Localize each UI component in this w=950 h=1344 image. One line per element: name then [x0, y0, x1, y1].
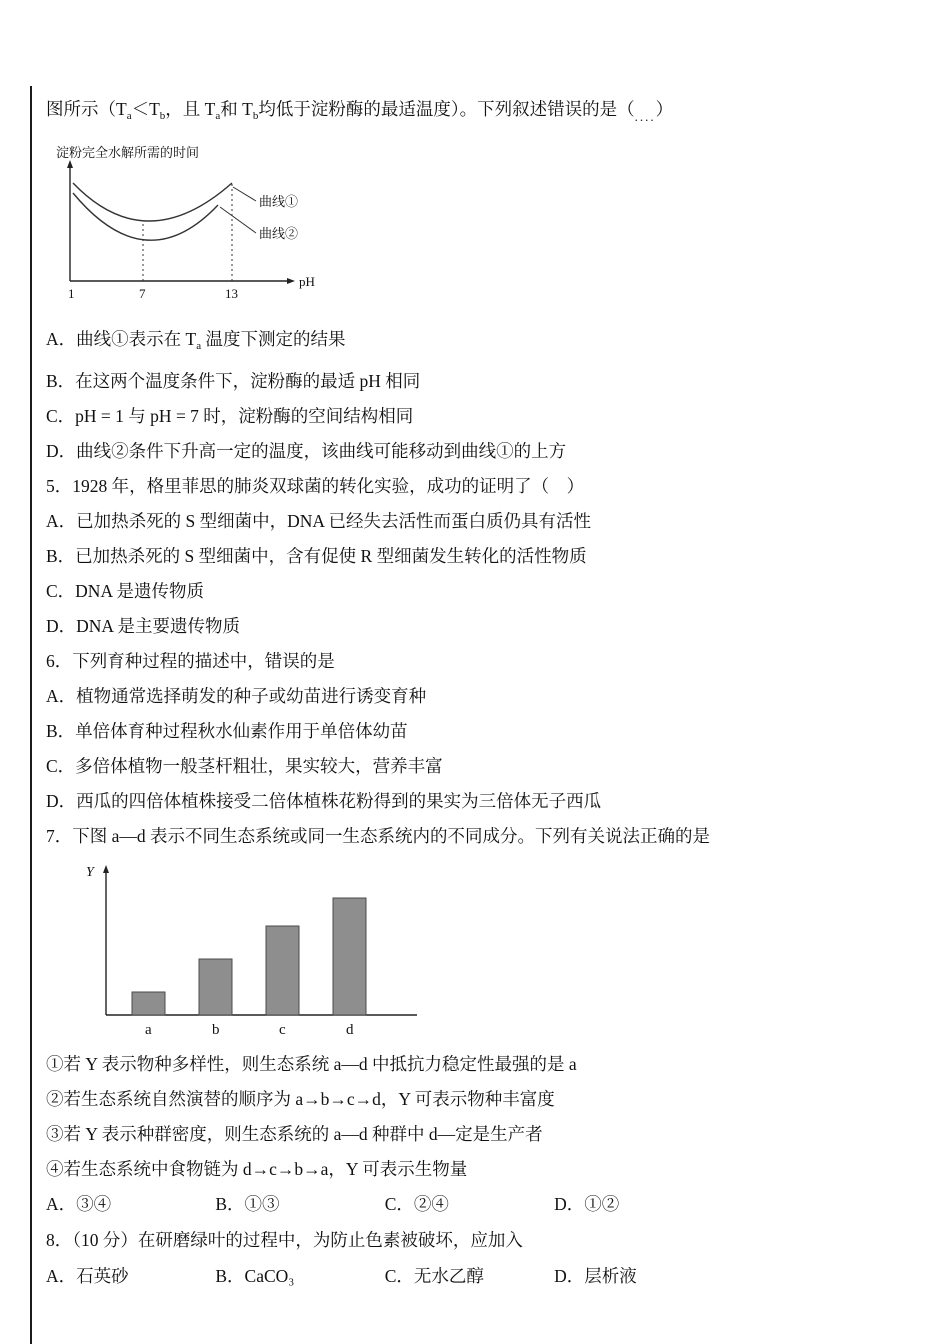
bar-d — [333, 898, 366, 1015]
choice-a: A．石英砂 — [46, 1266, 129, 1286]
option-line-b: B．在这两个温度条件下，淀粉酶的最适 pH 相同 — [46, 371, 421, 391]
choice-c: C．②④ — [384, 1194, 449, 1214]
option-line-a — [46, 322, 916, 364]
option-a-text: 温度下测定的结果 — [201, 329, 346, 349]
statement-1: ①若 Y 表示物种多样性，则生态系统 a—d 中抵抗力稳定性最强的是 a — [46, 1054, 577, 1074]
enzyme-ph-chart-wrap — [46, 141, 916, 314]
statement-3: ③若 Y 表示种群密度，则生态系统的 a—d 种群中 d—定是生产者 — [46, 1124, 543, 1144]
q4-intro-seg: ，且 T — [165, 99, 216, 119]
x-axis-label: pH — [299, 274, 315, 289]
emphasis-dots: .... — [634, 109, 656, 124]
option-line: A．植物通常选择萌发的种子或幼苗进行诱变育种 — [46, 686, 427, 706]
x-tick-1: 1 — [68, 286, 75, 301]
bar-label-c: c — [279, 1022, 286, 1038]
question-6-title: 6．下列育种过程的描述中，错误的是 — [46, 651, 335, 671]
ecosystem-bar-chart — [72, 858, 442, 1040]
q4-sub-a: a — [215, 110, 221, 122]
q4-intro-seg: 均低于淀粉酶的最适温度）。下列叙述错误的是（ — [258, 99, 635, 119]
q4-intro-seg: 和 T — [220, 99, 253, 119]
ecosystem-bar-chart-wrap — [72, 858, 916, 1045]
exam-content — [46, 94, 916, 1294]
curve-1-label: 曲线① — [259, 194, 299, 209]
curve-2-leader — [220, 207, 256, 233]
q4-intro-line — [46, 94, 916, 131]
curve-2 — [73, 193, 218, 240]
option-a-text: A．曲线①表示在 T — [46, 329, 197, 349]
choice-c: C．无水乙醇 — [384, 1266, 484, 1286]
x-tick-13: 13 — [225, 286, 238, 301]
curve-2-label: 曲线② — [259, 226, 299, 241]
enzyme-ph-chart — [46, 141, 376, 309]
bar-a — [132, 992, 165, 1015]
question-7-title: 7．下图 a—d 表示不同生态系统或同一生态系统内的不同成分。下列有关说法正确的是 — [46, 826, 711, 846]
option-a-sub: a — [196, 340, 202, 352]
q4-sub-b: b — [252, 110, 259, 122]
choice-b: B．①③ — [215, 1194, 280, 1214]
choice-a: A．③④ — [46, 1194, 112, 1214]
choice-d: D．层析液 — [554, 1266, 637, 1286]
bar-label-a: a — [145, 1022, 152, 1038]
option-line: D．西瓜的四倍体植株接受二倍体植株花粉得到的果实为三倍体无子西瓜 — [46, 791, 602, 811]
option-line: C．DNA 是遗传物质 — [46, 581, 204, 601]
q4-sub-b: b — [159, 110, 166, 122]
y-axis-label: Y — [86, 865, 94, 880]
q4-sub-a: a — [126, 110, 132, 122]
q8-choices-row — [46, 1258, 916, 1294]
option-line: B．已加热杀死的 S 型细菌中，含有促使 R 型细菌发生转化的活性物质 — [46, 546, 587, 566]
option-line: D．DNA 是主要遗传物质 — [46, 616, 240, 636]
q4-intro-seg: ） — [655, 99, 674, 119]
choice-d: D．①② — [554, 1194, 620, 1214]
option-line-d: D．曲线②条件下升高一定的温度，该曲线可能移动到曲线①的上方 — [46, 441, 567, 461]
bar-label-b: b — [212, 1022, 220, 1038]
q7-choices-row — [46, 1187, 916, 1222]
chart-title: 淀粉完全水解所需的时间 — [56, 145, 200, 160]
option-line-c: C．pH = 1 与 pH = 7 时，淀粉酶的空间结构相同 — [46, 406, 414, 426]
question-8-title: 8．（10 分）在研磨绿叶的过程中，为防止色素被破坏，应加入 — [46, 1230, 523, 1250]
option-line: A．已加热杀死的 S 型细菌中，DNA 已经失去活性而蛋白质仍具有活性 — [46, 511, 591, 531]
bar-label-d: d — [346, 1022, 354, 1038]
statement-2: ②若生态系统自然演替的顺序为 a→b→c→d，Y 可表示物种丰富度 — [46, 1089, 555, 1109]
choice-b: B．CaCO₃ — [215, 1266, 295, 1286]
curve-1-leader — [233, 187, 256, 201]
q4-intro-seg: ＜T — [131, 99, 160, 119]
y-axis-arrow-icon — [67, 160, 73, 168]
bar-b — [199, 959, 232, 1015]
y-axis-arrow-icon — [103, 865, 109, 873]
option-line: C．多倍体植物一般茎杆粗壮，果实较大，营养丰富 — [46, 756, 443, 776]
x-tick-7: 7 — [139, 286, 146, 301]
x-axis-arrow-icon — [287, 278, 295, 284]
page-left-border — [30, 86, 32, 1344]
option-line: B．单倍体育种过程秋水仙素作用于单倍体幼苗 — [46, 721, 408, 741]
bar-c — [266, 926, 299, 1015]
question-5-title: 5．1928 年，格里菲思的肺炎双球菌的转化实验，成功的证明了（ ） — [46, 476, 585, 496]
statement-4: ④若生态系统中食物链为 d→c→b→a，Y 可表示生物量 — [46, 1159, 468, 1179]
q4-intro-seg: 图所示（T — [46, 99, 127, 119]
